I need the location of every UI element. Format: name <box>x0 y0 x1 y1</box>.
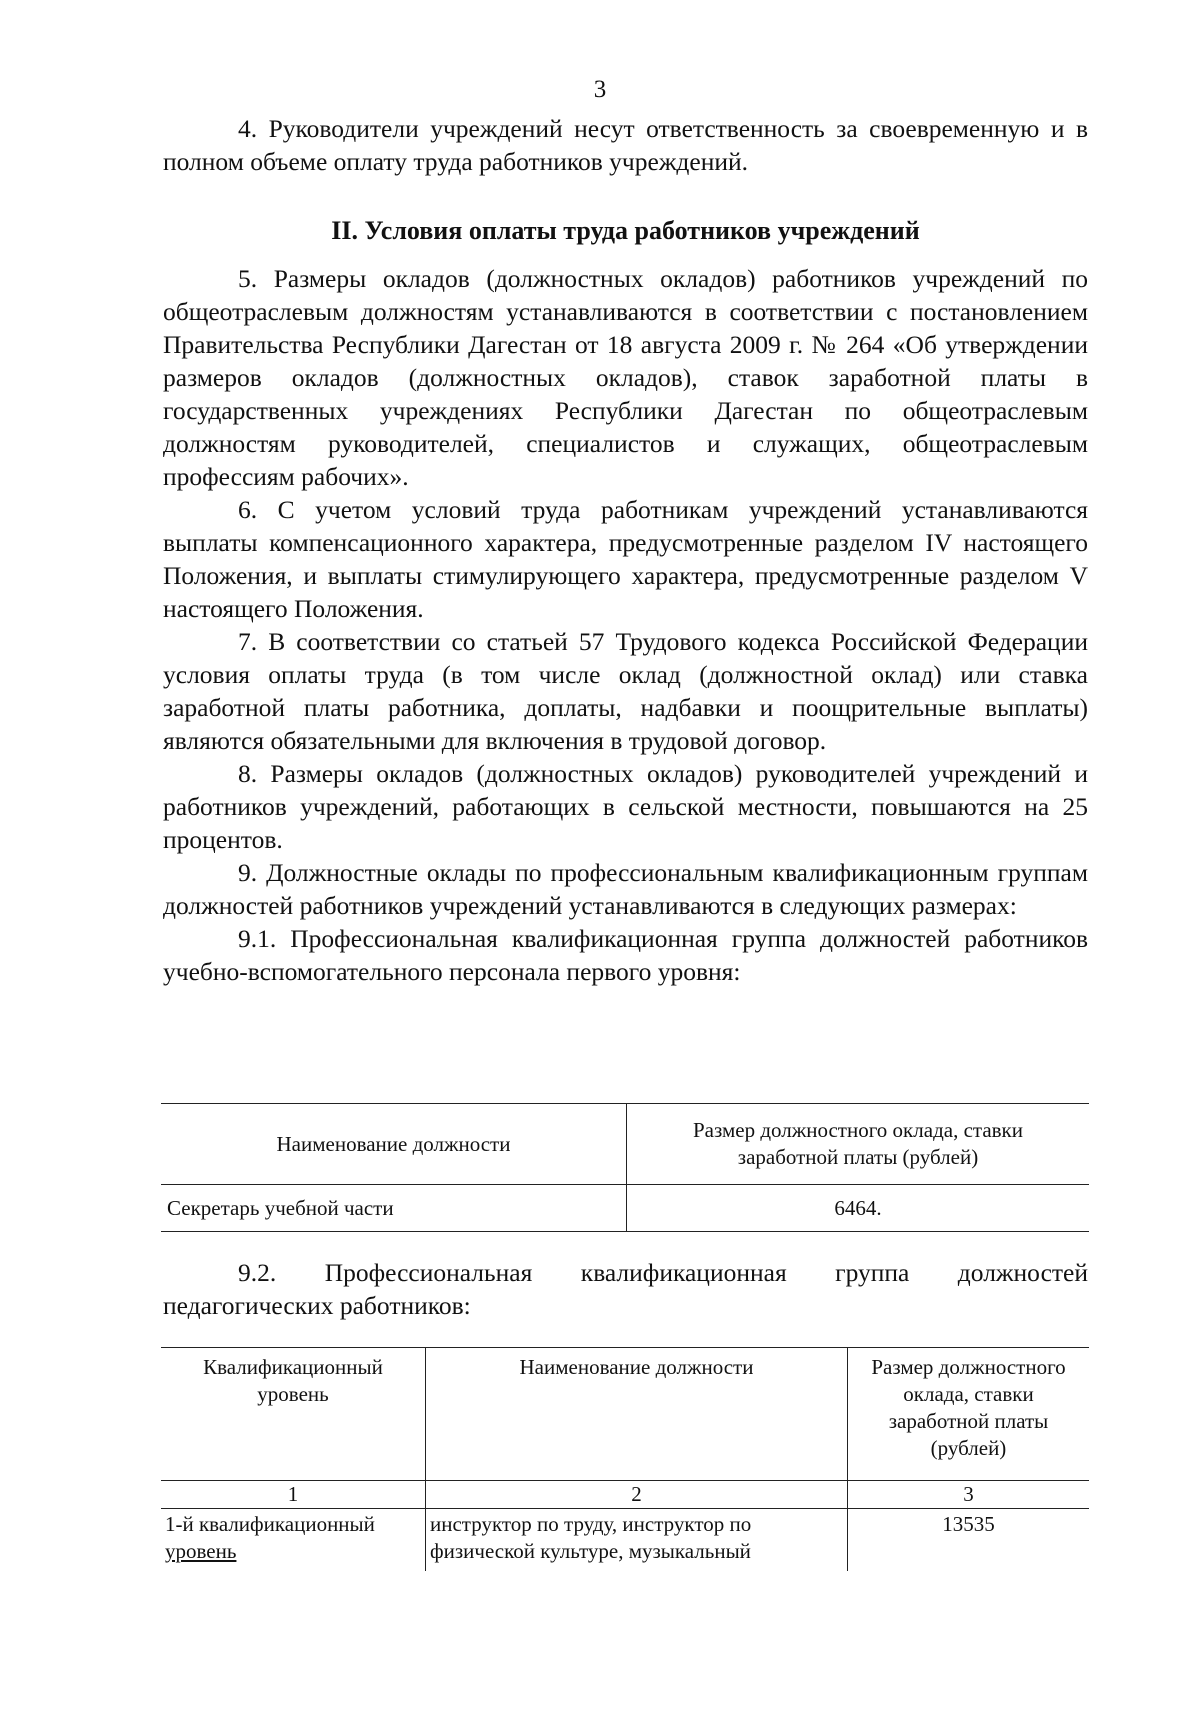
column-number-2: 2 <box>426 1481 848 1509</box>
cell-salary: 13535 <box>848 1509 1090 1572</box>
cell-salary: 6464. <box>627 1185 1090 1232</box>
header-salary-line-2: оклада, ставки <box>903 1382 1034 1406</box>
header-salary <box>627 1104 1090 1185</box>
header-position-label: Наименование должности <box>276 1131 511 1156</box>
column-number-1: 1 <box>161 1481 426 1509</box>
cell-position: Секретарь учебной части <box>161 1185 627 1232</box>
column-number-3: 3 <box>848 1481 1090 1509</box>
paragraph-9-2-block <box>163 1256 1088 1322</box>
header-salary-line-4: (рублей) <box>930 1436 1007 1460</box>
cell-position-line-1: инструктор по труду, инструктор по <box>430 1512 752 1536</box>
header-level-line-2: уровень <box>257 1382 329 1406</box>
body-text <box>163 262 1088 988</box>
header-salary-line-3: заработной платы <box>888 1409 1049 1433</box>
table-header-row <box>161 1104 1089 1185</box>
header-position: Наименование должности <box>426 1348 848 1481</box>
cell-level-line-1: 1-й квалификационный <box>165 1512 375 1536</box>
table-row <box>161 1509 1089 1572</box>
paragraph-9-1: 9.1. Профессиональная квалификационная группа должностей работников учебно-вспомогательного персонала первого уровня: <box>163 924 1088 986</box>
header-position <box>161 1104 627 1185</box>
section-title: II. Условия оплаты труда работников учреждений <box>331 216 920 245</box>
salary-table-teachers <box>161 1347 1089 1571</box>
table-header-row <box>161 1348 1089 1481</box>
header-salary <box>848 1348 1090 1481</box>
cell-level <box>161 1509 426 1572</box>
paragraph-8: 8. Размеры окладов (должностных окладов) руководителей учреждений и работников учреждений, работающих в сельской местности, повышаются на 25 процентов. <box>163 759 1088 854</box>
paragraph-6: 6. С учетом условий труда работникам учреждений устанавливаются выплаты компенсационного характера, предусмотренные разделом IV настоящего Положения, и выплаты стимулирующего характера, предусмотренные разделом V настоящего Положения. <box>163 495 1088 623</box>
cell-position-line-2: физической культуре, музыкальный <box>430 1539 751 1563</box>
paragraph-7: 7. В соответствии со статьей 57 Трудового кодекса Российской Федерации условия оплаты труда (в том числе оклад (должностной оклад) или ставка заработной платы работника, доплаты, надбавки и поощрительные выплаты) являются обязательными для включения в трудовой договор. <box>163 627 1088 755</box>
table-row <box>161 1185 1089 1232</box>
header-salary-line-2: заработной платы (рублей) <box>737 1145 979 1169</box>
paragraph-4: 4. Руководители учреждений несут ответственность за своевременную и в полном объеме оплату труда работников учреждений. <box>163 114 1088 176</box>
paragraph-5: 5. Размеры окладов (должностных окладов) работников учреждений по общеотраслевым должностям устанавливаются в соответствии с постановлением Правительства Республики Дагестан от 18 августа 2009 г. № 264 «Об утверждении размеров окладов (должностных окладов), ставок заработной платы в государственных учреждениях Республики Дагестан по общеотраслевым должностям руководителей, специалистов и служащих, общеотраслевым профессиям рабочих». <box>163 264 1088 491</box>
salary-table-support-staff <box>161 1103 1089 1232</box>
header-salary-line-1: Размер должностного оклада, ставки <box>692 1118 1024 1142</box>
header-salary-line-1: Размер должностного <box>871 1355 1066 1379</box>
cell-position <box>426 1509 848 1572</box>
header-level-line-1: Квалификационный <box>203 1355 383 1379</box>
paragraph-4-block <box>163 112 1088 178</box>
page-number: 3 <box>593 76 607 103</box>
column-number-row <box>161 1481 1089 1509</box>
cell-level-line-2: уровень <box>165 1539 237 1563</box>
paragraph-9-2: 9.2. Профессиональная квалификационная группа должностей педагогических работников: <box>163 1258 1088 1320</box>
paragraph-9: 9. Должностные оклады по профессиональным квалификационным группам должностей работников учреждений устанавливаются в следующих размерах: <box>163 858 1088 920</box>
header-level <box>161 1348 426 1481</box>
